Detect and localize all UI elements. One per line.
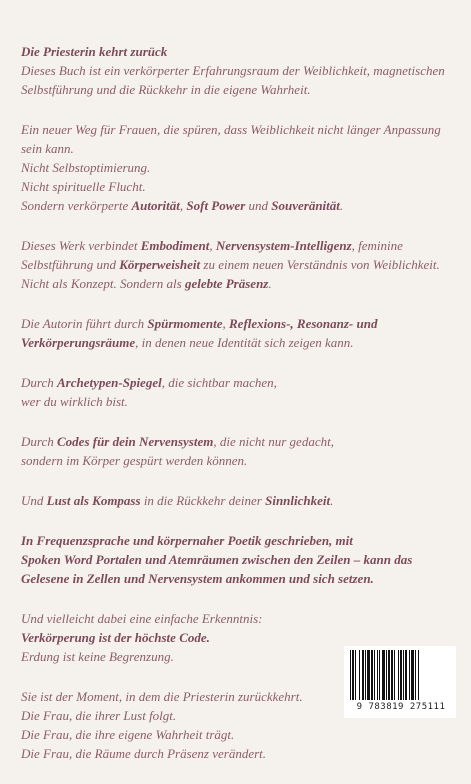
bold-term: Nervensystem-Intelligenz	[215, 238, 352, 253]
paragraph-new-way	[21, 120, 461, 215]
book-title: Die Priesterin kehrt zurück	[21, 44, 168, 59]
text-line: Ein neuer Weg für Frauen, die spüren, dass Weiblichkeit nicht länger Anpassung sein kann.	[21, 122, 441, 156]
bold-term: Sinnlichkeit	[265, 493, 331, 508]
isbn-barcode	[344, 646, 456, 718]
text-line: Durch Codes für dein Nervensystem, die nicht nur gedacht,	[21, 434, 334, 449]
intro-text: Dieses Buch ist ein verkörperter Erfahrungsraum der Weiblichkeit, magnetischen Selbstführung und die Rückkehr in die eigene Wahrheit.	[21, 63, 445, 97]
bold-term: gelebte Präsenz	[184, 276, 269, 291]
bold-term: Reflexions-, Resonanz- und Verkörperungsräume	[21, 316, 378, 350]
text-line: Sondern verkörperte Autorität, Soft Power und Souveränität.	[21, 198, 344, 213]
bold-term: Autorität	[131, 198, 180, 213]
bold-term: Codes für dein Nervensystem	[57, 434, 214, 449]
barcode-digits: 9 783819 275111	[356, 702, 446, 712]
bold-term: Embodiment	[140, 238, 210, 253]
paragraph-frequency	[21, 531, 461, 588]
text-line: Die Frau, die ihre eigene Wahrheit trägt.	[21, 727, 235, 742]
bold-term: Souveränität	[271, 198, 340, 213]
bold-term: Spürmomente	[147, 316, 223, 331]
text-line: sondern im Körper gespürt werden können.	[21, 453, 248, 468]
paragraph-lust: Und Lust als Kompass in die Rückkehr deiner Sinnlichkeit.	[21, 493, 334, 508]
paragraph-codes	[21, 432, 461, 470]
text-line: Nicht Selbstoptimierung.	[21, 160, 151, 175]
text-line: wer du wirklich bist.	[21, 394, 128, 409]
bold-line: In Frequenzsprache und körpernaher Poetik geschrieben, mit	[21, 533, 353, 548]
text-line: Sie ist der Moment, in dem die Priesterin zurückkehrt.	[21, 689, 303, 704]
paragraph-intro	[21, 42, 461, 99]
bold-line: Verkörperung ist der höchste Code.	[21, 630, 210, 645]
text-line: Durch Archetypen-Spiegel, die sichtbar machen,	[21, 375, 277, 390]
paragraph-author: Die Autorin führt durch Spürmomente, Reflexions-, Resonanz- und Verkörperungsräume, in denen neue Identität sich zeigen kann.	[21, 316, 378, 350]
text-line: Die Frau, die ihrer Lust folgt.	[21, 708, 177, 723]
bold-line: Gelesene in Zellen und Nervensystem ankommen und sich setzen.	[21, 571, 374, 586]
bold-term: Lust als Kompass	[46, 493, 141, 508]
bold-term: Körperweisheit	[119, 257, 201, 272]
text-line: Und vielleicht dabei eine einfache Erkenntnis:	[21, 611, 263, 626]
text-line: Die Frau, die Räume durch Präsenz verändert.	[21, 746, 267, 761]
barcode-bars	[350, 650, 450, 700]
text-line: Nicht spirituelle Flucht.	[21, 179, 146, 194]
bold-term: Archetypen-Spiegel	[57, 375, 162, 390]
paragraph-archetypes	[21, 373, 461, 411]
bold-term: Soft Power	[186, 198, 246, 213]
text-line: Erdung ist keine Begrenzung.	[21, 649, 174, 664]
bold-line: Spoken Word Portalen und Atemräumen zwischen den Zeilen – kann das	[21, 552, 413, 567]
paragraph-embodiment: Dieses Werk verbindet Embodiment, Nervensystem-Intelligenz, feminine Selbstführung und Körperweisheit zu einem neuen Verständnis von Weiblichkeit. Nicht als Konzept. Sondern als gelebte Präsenz.	[21, 238, 440, 291]
